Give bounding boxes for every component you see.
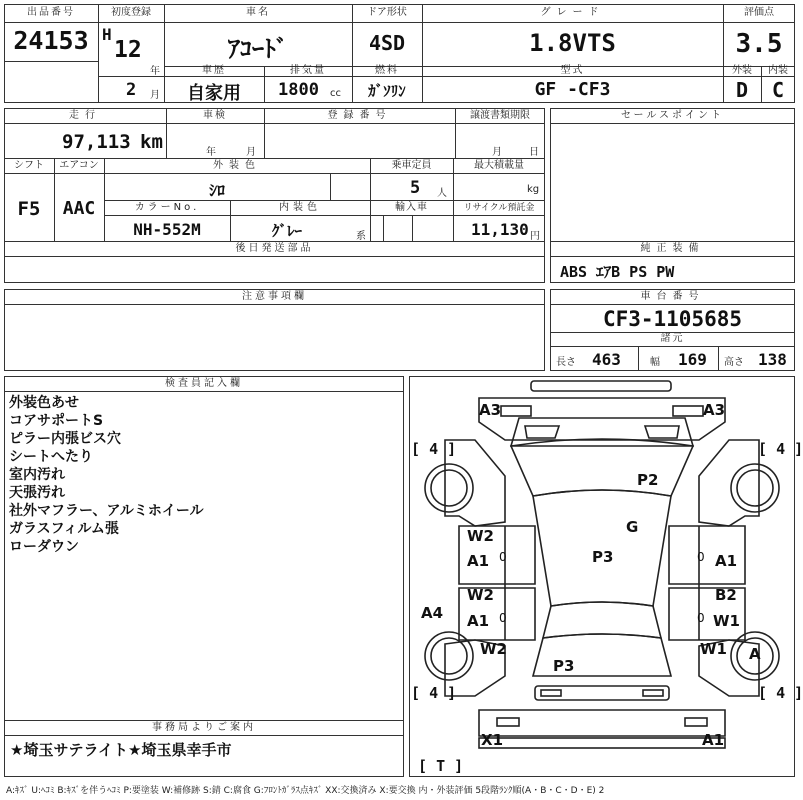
divider: [98, 22, 795, 23]
note-line: ガラスフィルム張: [9, 521, 119, 537]
chassis-label: 車台番号: [640, 291, 705, 302]
trunk-value: T: [436, 757, 446, 775]
ac: AAC: [62, 198, 96, 219]
width: 169: [678, 350, 707, 369]
note-line: 室内汚れ: [9, 467, 65, 483]
mark-g: G: [626, 518, 639, 536]
divider: [550, 123, 795, 124]
mark-p3-lower: P3: [553, 657, 575, 675]
length-label: 長さ: [556, 357, 576, 368]
divider: [550, 346, 795, 347]
divider: [550, 241, 795, 242]
transfer-label: 譲渡書類期限: [470, 110, 530, 121]
mileage-unit: km: [140, 131, 163, 153]
divider: [4, 22, 98, 23]
tyre-rear-left: [411, 684, 456, 702]
history: 自家用: [187, 83, 241, 104]
mark-p2: P2: [637, 471, 659, 489]
color-no-label: カラーNo.: [134, 202, 200, 213]
recycle-unit: 円: [530, 231, 540, 242]
divider: [638, 346, 639, 371]
mark-a1-bottom: A1: [702, 731, 725, 749]
note-line: ローダウン: [9, 539, 79, 555]
inspector-notes: [9, 394, 204, 556]
mark-a1-right-upper: A1: [715, 552, 738, 570]
mileage-label: 走行: [69, 110, 101, 121]
displacement: 1800: [278, 80, 319, 100]
divider: [4, 241, 545, 242]
divider: [4, 256, 545, 257]
reg-year: 12: [114, 37, 142, 63]
width-label: 幅: [650, 357, 660, 368]
int-color: ｸﾞﾚｰ: [272, 222, 303, 240]
tyre-front-left: [411, 440, 456, 458]
inspection-month-unit: 月: [246, 147, 256, 158]
divider: [412, 215, 413, 241]
load-unit: kg: [527, 184, 540, 195]
sales-point-label: セールスポイント: [620, 110, 725, 121]
inspection-year-unit: 年: [206, 147, 216, 158]
car-name-label: 車名: [246, 7, 270, 18]
model: GF -CF3: [534, 79, 611, 100]
caution-label: 注意事項欄: [242, 291, 307, 302]
color-no: NH-552M: [133, 220, 201, 239]
shift: F5: [17, 198, 41, 220]
fuel: ｶﾞｿﾘﾝ: [368, 82, 406, 100]
int-score-label: 内装: [768, 65, 788, 76]
mark-a3-right: A3: [703, 401, 726, 419]
ac-label: エアコン: [59, 160, 99, 171]
model-label: 型式: [560, 65, 585, 76]
height: 138: [758, 350, 787, 369]
note-line: 外装色あせ: [9, 395, 79, 411]
mark-a1-left-upper: A1: [467, 552, 490, 570]
transfer-month-unit: 月: [492, 147, 502, 158]
mark-a3-left: A3: [479, 401, 502, 419]
mark-w1-lower: W1: [700, 640, 727, 658]
mark-a1-left-mid: A1: [467, 612, 490, 630]
office-text: ★埼玉サテライト★埼玉県幸手市: [10, 741, 232, 759]
legend: A:ｷｽﾞ U:ﾍｺﾐ B:ｷｽﾞを伴うﾍｺﾐ P:要塗装 W:補修跡 S:錆 C:腐食 G:ﾌﾛﾝﾄｶﾞﾗｽ点ｷｽﾞ XX:交換済み X:要交換 内・外装評価 5段階ﾗﾝｸ順(A・B・C・D・E) 2: [6, 786, 605, 796]
bracket: ]: [445, 757, 464, 775]
divider: [4, 304, 545, 305]
reg-month: 2: [126, 80, 137, 100]
bracket: [: [758, 440, 777, 458]
height-label: 高さ: [724, 357, 744, 368]
tyre-front-right: [758, 440, 803, 458]
genuine-label: 純正装備: [640, 243, 705, 254]
mark-zero: 0: [697, 550, 705, 564]
recycle: 11,130: [471, 220, 529, 239]
capacity-unit: 人: [437, 188, 447, 199]
bracket: ]: [438, 440, 457, 458]
divider: [4, 158, 545, 159]
era: H: [102, 25, 112, 44]
year-unit: 年: [150, 66, 160, 77]
car-name: ｱｺｰﾄﾞ: [228, 35, 288, 63]
bracket: [: [758, 684, 777, 702]
divider: [4, 173, 545, 174]
divider: [4, 61, 98, 62]
note-line: 社外マフラー、アルミホイール: [9, 503, 204, 519]
grade-label: グレード: [540, 7, 605, 18]
length: 463: [592, 350, 621, 369]
tyre-tread-value: 4: [429, 440, 439, 458]
mileage: 97,113: [62, 131, 131, 153]
score-label: 評価点: [744, 7, 774, 18]
ext-score: D: [735, 78, 749, 102]
later-parts-label: 後日発送部品: [235, 243, 314, 254]
load-label: 最大積載量: [474, 160, 524, 171]
capacity-label: 乗車定員: [391, 160, 432, 171]
divider: [4, 735, 404, 736]
int-color-label: 内装色: [279, 202, 321, 213]
inspector-label: 検査員記入欄: [165, 378, 243, 389]
bracket: ]: [785, 684, 803, 702]
score: 3.5: [735, 29, 783, 59]
int-score: C: [771, 78, 785, 102]
grade: 1.8VTS: [529, 29, 616, 57]
lot-number: 24153: [13, 26, 89, 55]
mark-zero: 0: [499, 550, 507, 564]
capacity: 5: [410, 178, 421, 198]
note-line: シートへたり: [9, 449, 93, 465]
divider: [383, 215, 384, 241]
month-unit: 月: [150, 90, 160, 101]
shift-label: シフト: [14, 160, 44, 171]
note-line: 天張汚れ: [9, 485, 65, 501]
reg-no-label: 登録番号: [327, 110, 392, 121]
mark-a4: A4: [421, 604, 444, 622]
ext-score-label: 外装: [732, 65, 752, 76]
mark-b2: B2: [715, 586, 737, 604]
import-label: 輸入車: [395, 202, 428, 213]
mark-a-wheel: A: [749, 645, 761, 663]
office-label: 事務局よりご案内: [152, 722, 256, 733]
mark-w2-lower: W2: [480, 640, 507, 658]
divider: [550, 304, 795, 305]
bracket: [: [411, 440, 430, 458]
transfer-day-unit: 日: [529, 147, 539, 158]
history-label: 車歴: [202, 65, 226, 76]
inspection-label: 車検: [203, 110, 227, 121]
note-line: ピラー内張ビス穴: [9, 431, 121, 447]
first-reg-label: 初度登録: [111, 7, 151, 18]
bracket: ]: [785, 440, 803, 458]
mark-w2-upper: W2: [467, 527, 494, 545]
tyre-rear-right: [758, 684, 803, 702]
mark-w1-right-mid: W1: [713, 612, 740, 630]
mark-p3-upper: P3: [592, 548, 614, 566]
ext-color-label: 外装色: [213, 160, 261, 171]
divider: [4, 720, 404, 721]
recycle-label: リサイクル預託金: [463, 203, 535, 213]
door: 4SD: [368, 31, 406, 55]
divider: [550, 256, 795, 257]
divider: [330, 173, 331, 200]
displacement-label: 排気量: [290, 65, 326, 76]
divider: [4, 123, 545, 124]
bracket: ]: [438, 684, 457, 702]
divider: [4, 391, 404, 392]
bracket: [: [411, 684, 430, 702]
car-body-diagram: [409, 376, 795, 777]
divider: [718, 346, 719, 371]
displacement-unit: cc: [330, 88, 341, 99]
bracket: [: [418, 757, 437, 775]
trunk-mark: [418, 757, 463, 775]
chassis: CF3-1105685: [602, 307, 743, 331]
divider: [104, 215, 545, 216]
dims-label: 諸元: [660, 333, 685, 344]
tyre-tread-value: 4: [776, 440, 786, 458]
door-label: ドア形状: [367, 7, 407, 18]
note-line: コアサポートS: [9, 413, 104, 429]
fuel-label: 燃料: [375, 65, 399, 76]
tyre-tread-value: 4: [776, 684, 786, 702]
mark-w2-mid: W2: [467, 586, 494, 604]
mark-zero: 0: [697, 611, 705, 625]
int-color-unit: 系: [356, 231, 366, 242]
genuine: ABS ｴｱB PS PW: [560, 263, 675, 281]
mark-x1-left: X1: [481, 731, 504, 749]
lot-number-label: 出品番号: [27, 7, 75, 18]
ext-color: ｼﾛ: [208, 181, 225, 200]
mark-zero: 0: [499, 611, 507, 625]
tyre-tread-value: 4: [429, 684, 439, 702]
